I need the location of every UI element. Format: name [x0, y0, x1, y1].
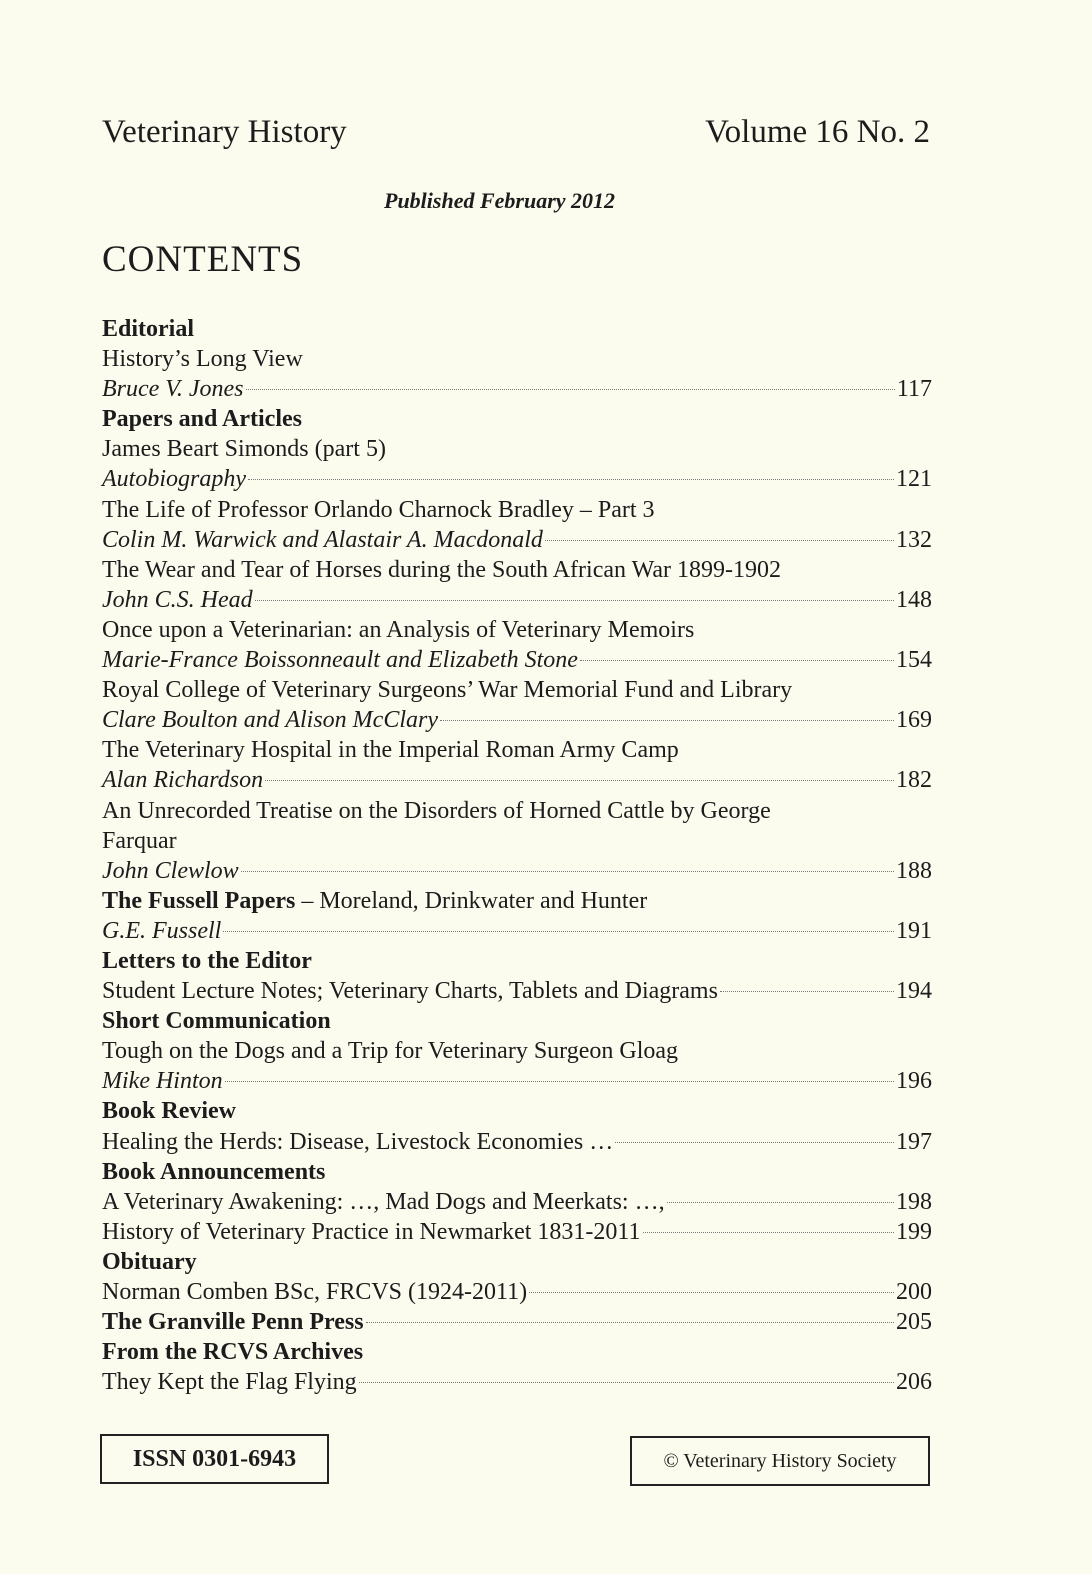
- section-book-review: Book Review: [102, 1098, 236, 1125]
- issn-box: ISSN 0301-6943: [100, 1434, 329, 1484]
- article-author: G.E. Fussell: [102, 917, 222, 944]
- contents-heading: CONTENTS: [102, 239, 304, 280]
- section-rcvs-archives: From the RCVS Archives: [102, 1339, 364, 1366]
- article-author: Colin M. Warwick and Alastair A. Macdonald: [102, 526, 543, 553]
- article-author: Mike Hinton: [102, 1068, 223, 1095]
- toc-entry[interactable]: [102, 916, 932, 946]
- article-title: Royal College of Veterinary Surgeons’ War Memorial Fund and Library: [102, 677, 793, 704]
- dot-leader: [545, 540, 894, 541]
- toc-entry[interactable]: [102, 525, 932, 555]
- article-title: James Beart Simonds (part 5): [102, 436, 386, 463]
- page-number: 198: [896, 1188, 932, 1215]
- section-editorial: Editorial: [102, 316, 195, 342]
- page-number: 188: [896, 857, 932, 884]
- toc-entry[interactable]: [102, 374, 932, 404]
- fussell-heading: The Fussell Papers: [102, 887, 296, 914]
- section-papers: Papers and Articles: [102, 406, 302, 433]
- article-author: John Clewlow: [102, 857, 239, 884]
- article-author: Clare Boulton and Alison McClary: [102, 707, 438, 734]
- dot-leader: [720, 991, 894, 992]
- dot-leader: [580, 660, 894, 661]
- dot-leader: [265, 780, 894, 781]
- table-of-contents: [102, 314, 932, 1397]
- article-author: Marie-France Boissonneault and Elizabeth Stone: [102, 647, 578, 674]
- section-letters: Letters to the Editor: [102, 947, 312, 974]
- dot-leader: [615, 1142, 894, 1143]
- page-number: 206: [896, 1369, 932, 1396]
- volume-number: Volume 16 No. 2: [705, 114, 930, 150]
- section-book-announcements: Book Announcements: [102, 1158, 326, 1185]
- page-number: 196: [896, 1068, 932, 1095]
- toc-entry[interactable]: [102, 976, 932, 1006]
- article-title: Student Lecture Notes; Veterinary Charts, Tablets and Diagrams: [102, 978, 718, 1005]
- article-title: A Veterinary Awakening: …, Mad Dogs and Meerkats: …,: [102, 1188, 665, 1215]
- dot-leader: [529, 1292, 894, 1293]
- journal-title: Veterinary History: [102, 114, 347, 150]
- toc-entry[interactable]: [102, 585, 932, 615]
- section-fussell: [102, 886, 932, 916]
- article-title: The Veterinary Hospital in the Imperial Roman Army Camp: [102, 737, 679, 764]
- page-number: 199: [896, 1218, 932, 1245]
- fussell-subtitle: – Moreland, Drinkwater and Hunter: [295, 887, 648, 914]
- page-number: 197: [896, 1128, 932, 1155]
- section-granville-penn-press: The Granville Penn Press: [102, 1309, 364, 1336]
- dot-leader: [225, 1081, 894, 1082]
- toc-entry[interactable]: [102, 1127, 932, 1157]
- article-title: History of Veterinary Practice in Newmarket 1831-2011: [102, 1218, 641, 1245]
- dot-leader: [359, 1382, 894, 1383]
- toc-entry[interactable]: [102, 464, 932, 494]
- dot-leader: [366, 1322, 894, 1323]
- published-date: Published February 2012: [384, 188, 616, 213]
- page-number: 194: [896, 978, 932, 1005]
- toc-entry[interactable]: [102, 765, 932, 795]
- page-number: 148: [896, 586, 932, 613]
- section-obituary: Obituary: [102, 1248, 197, 1275]
- page-number: 132: [896, 526, 932, 553]
- page-number: 200: [896, 1279, 932, 1305]
- copyright-box: © Veterinary History Society: [630, 1436, 930, 1486]
- dot-leader: [440, 720, 894, 721]
- dot-leader: [255, 600, 894, 601]
- toc-entry[interactable]: [102, 1217, 932, 1247]
- page-number: 169: [896, 707, 932, 734]
- toc-entry[interactable]: [102, 1367, 932, 1397]
- dot-leader: [248, 479, 894, 480]
- dot-leader: [246, 389, 895, 390]
- toc-entry[interactable]: [102, 705, 932, 735]
- article-title: The Wear and Tear of Horses during the South African War 1899-1902: [102, 556, 781, 583]
- toc-entry[interactable]: [102, 1066, 932, 1096]
- article-title: An Unrecorded Treatise on the Disorders of Horned Cattle by George: [102, 797, 771, 824]
- page-number: 121: [896, 466, 932, 493]
- article-title: Once upon a Veterinarian: an Analysis of Veterinary Memoirs: [102, 616, 695, 643]
- page-number: 182: [896, 767, 932, 794]
- article-author: John C.S. Head: [102, 586, 253, 613]
- article-author: Autobiography: [102, 466, 246, 493]
- article-author: Bruce V. Jones: [102, 376, 244, 403]
- toc-entry[interactable]: [102, 856, 932, 886]
- page-number: 205: [896, 1309, 932, 1336]
- toc-entry[interactable]: [102, 1187, 932, 1217]
- article-title: Norman Comben BSc, FRCVS (1924-2011): [102, 1279, 528, 1305]
- article-title: The Life of Professor Orlando Charnock Bradley – Part 3: [102, 496, 655, 523]
- toc-entry[interactable]: [102, 645, 932, 675]
- dot-leader: [643, 1232, 894, 1233]
- dot-leader: [241, 871, 894, 872]
- dot-leader: [223, 931, 894, 932]
- page-number: 117: [896, 376, 932, 403]
- article-title: Tough on the Dogs and a Trip for Veterinary Surgeon Gloag: [102, 1038, 679, 1065]
- toc-entry[interactable]: [102, 1277, 932, 1307]
- page-number: 191: [896, 917, 932, 944]
- section-short-communication: Short Communication: [102, 1008, 331, 1035]
- toc-entry[interactable]: [102, 1307, 932, 1337]
- article-title: They Kept the Flag Flying: [102, 1369, 357, 1396]
- article-title: History’s Long View: [102, 346, 303, 373]
- article-title-continued: Farquar: [102, 827, 177, 854]
- article-author: Alan Richardson: [102, 767, 264, 794]
- article-title: Healing the Herds: Disease, Livestock Economies …: [102, 1128, 614, 1155]
- dot-leader: [667, 1202, 894, 1203]
- page-number: 154: [896, 647, 932, 674]
